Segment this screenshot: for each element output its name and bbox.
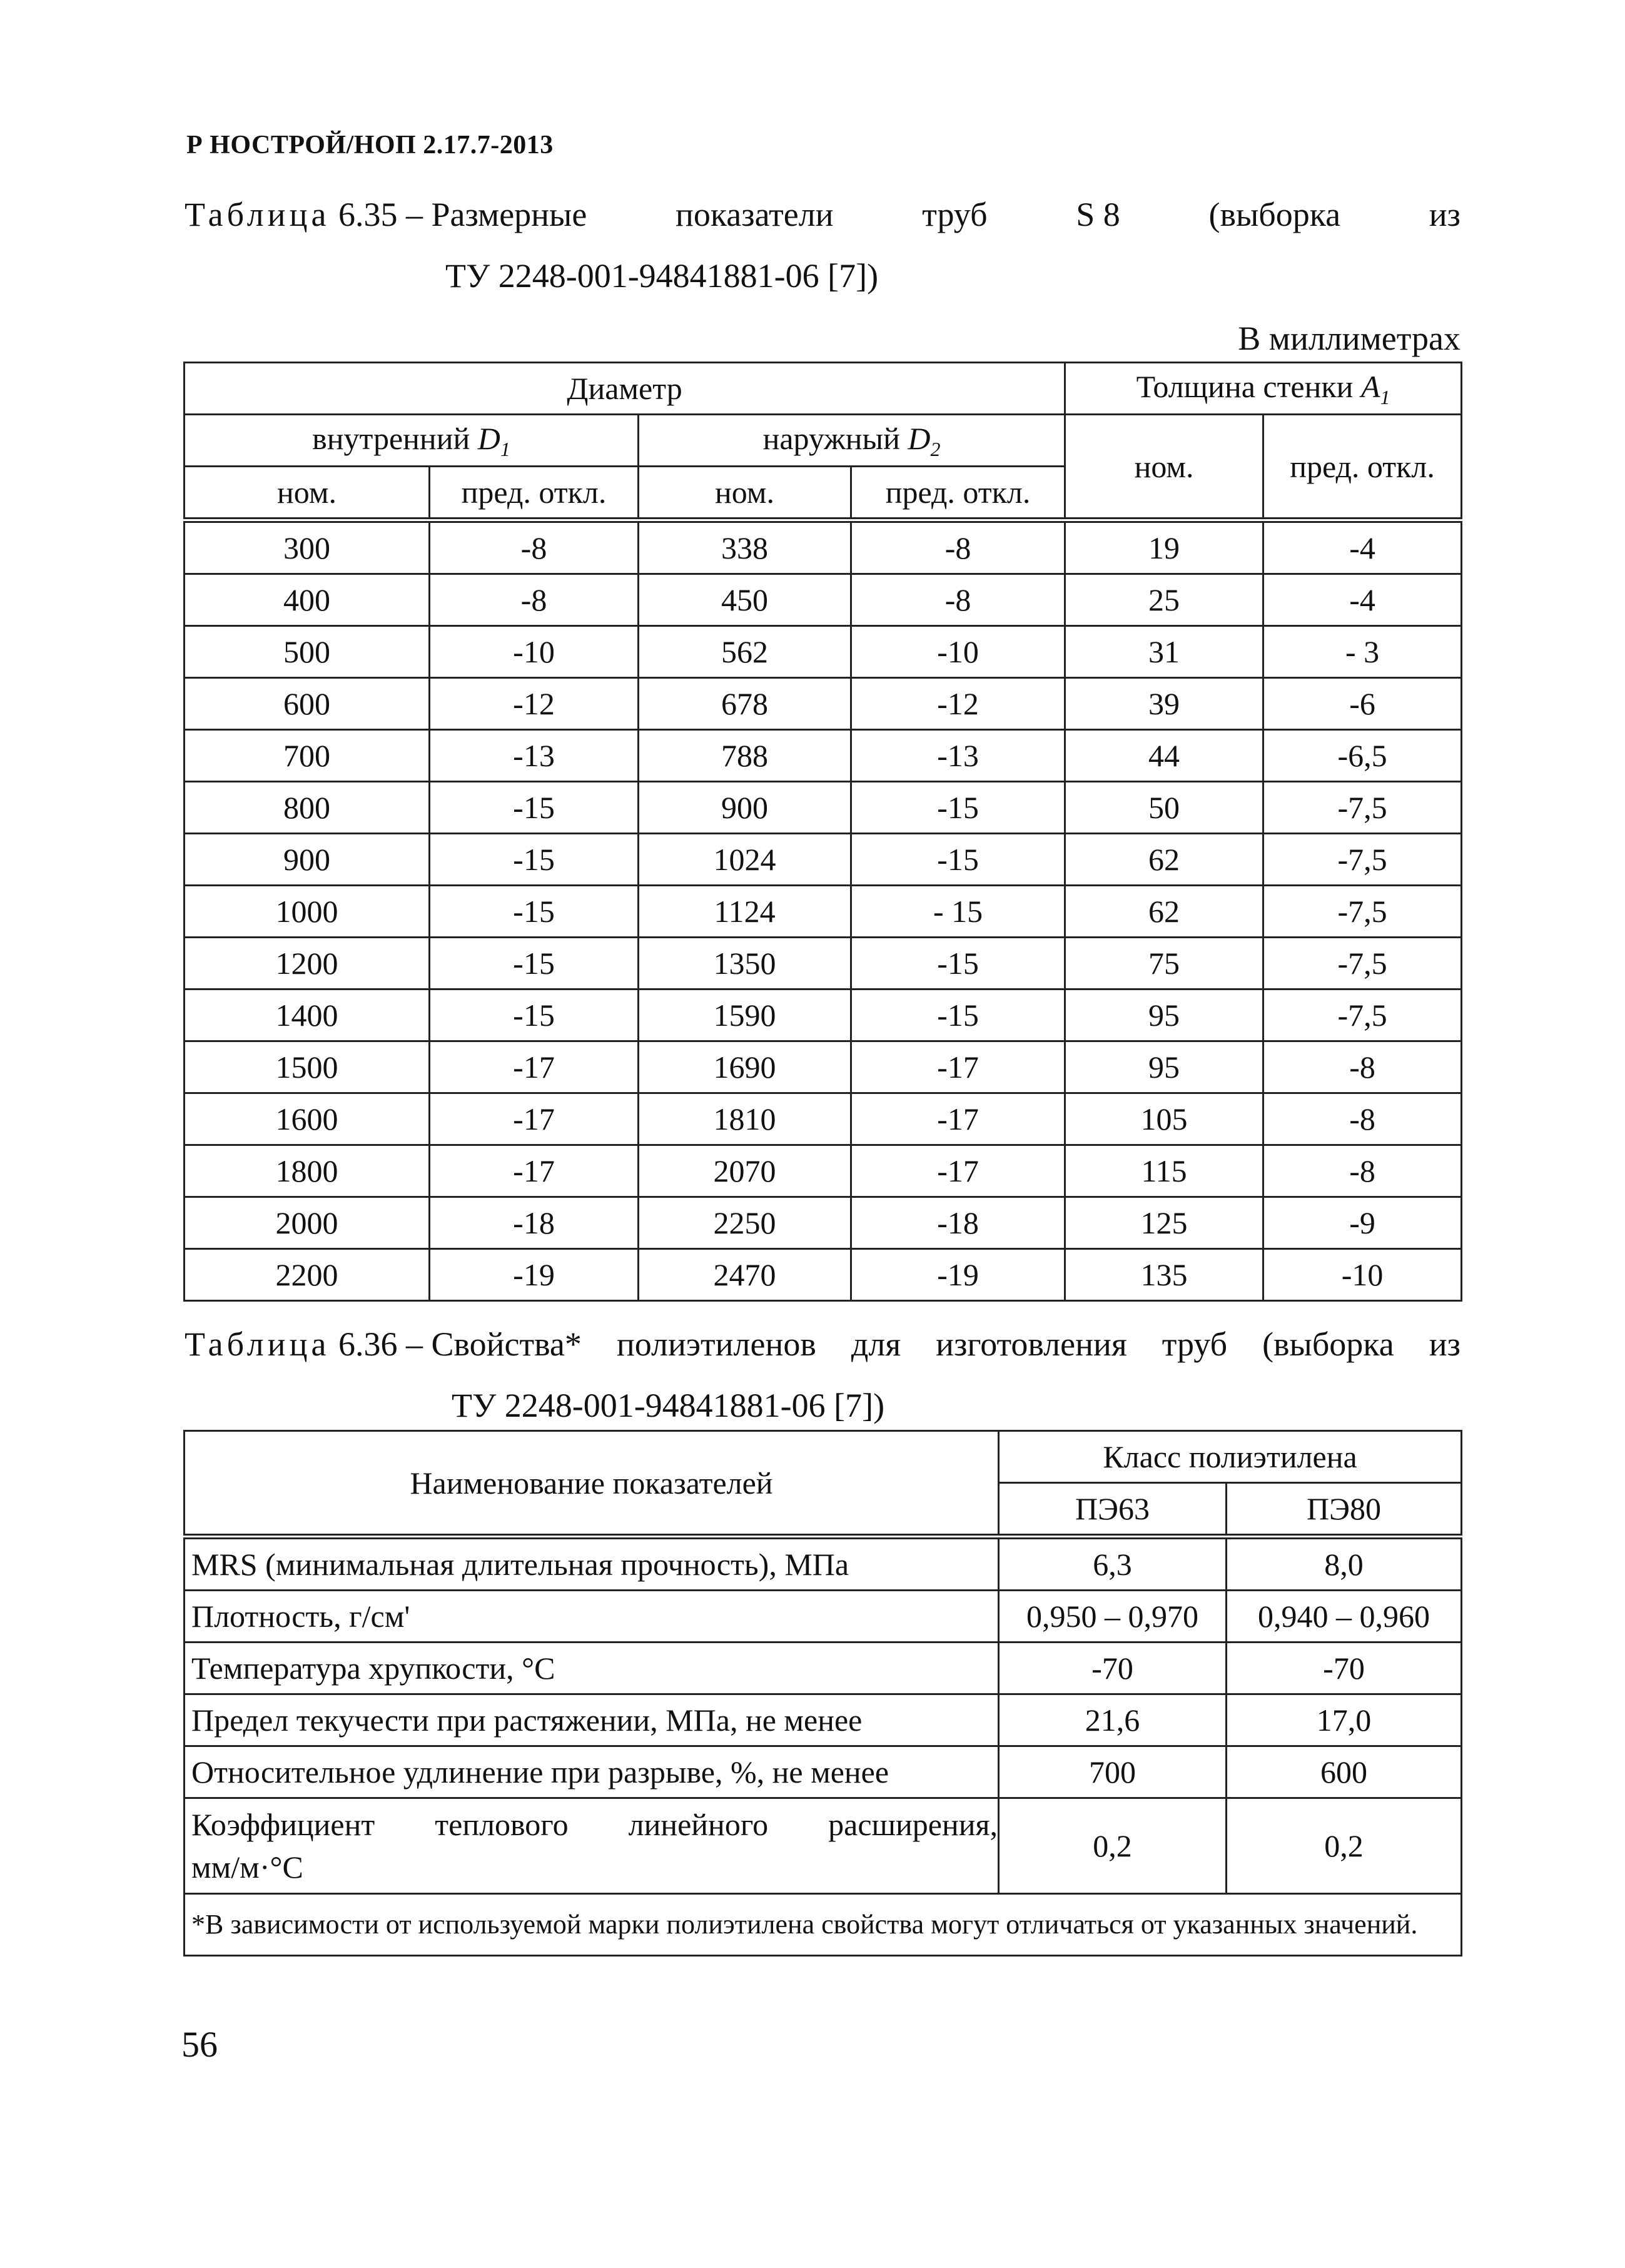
wall-tol-cell: -7,5 <box>1263 886 1462 938</box>
pe80-value: 0,2 <box>1227 1798 1462 1894</box>
wall-nom-cell: 115 <box>1065 1145 1263 1197</box>
table-row <box>185 886 1462 938</box>
outer-nom-cell: 788 <box>639 730 851 782</box>
document-header: Р НОСТРОЙ/НОП 2.17.7-2013 <box>186 131 554 159</box>
diameter-header: Диаметр <box>185 363 1065 415</box>
table-row-name <box>185 1798 999 1894</box>
wall-tol-cell: -7,5 <box>1263 990 1462 1041</box>
inner-nom-cell: 600 <box>185 678 430 730</box>
wall-tol-header: пред. откл. <box>1263 415 1462 520</box>
inner-tol-cell: -17 <box>430 1041 639 1093</box>
table-row <box>185 1197 1462 1249</box>
outer-nom-cell: 1590 <box>639 990 851 1041</box>
inner-tol-cell: -18 <box>430 1197 639 1249</box>
caption-word: (выборка <box>1208 196 1341 233</box>
wall-nom-cell: 125 <box>1065 1197 1263 1249</box>
caption-word: для <box>851 1325 901 1363</box>
wall-nom-cell: 105 <box>1065 1093 1263 1145</box>
wall-nom-cell: 95 <box>1065 1041 1263 1093</box>
caption-word: показатели <box>675 196 834 233</box>
pe80-value: 600 <box>1227 1746 1462 1798</box>
inner-tol-cell: -15 <box>430 834 639 886</box>
caption-word: изготовления <box>936 1325 1127 1363</box>
table2-caption-label: Таблица 6.36 – Свойства* <box>185 1325 582 1363</box>
table-row <box>185 1093 1462 1145</box>
wall-nom-cell: 75 <box>1065 938 1263 990</box>
page-number: 56 <box>181 2024 218 2065</box>
property-name: MRS (минимальная длительная прочность), МПа <box>185 1537 999 1591</box>
wall-nom-cell: 62 <box>1065 834 1263 886</box>
outer-nom-cell: 2470 <box>639 1249 851 1301</box>
wall-nom-cell: 95 <box>1065 990 1263 1041</box>
wall-tol-cell: -8 <box>1263 1093 1462 1145</box>
inner-tol-cell: -17 <box>430 1093 639 1145</box>
property-name-line: Коэффициент теплового линейного расширения, <box>191 1807 998 1842</box>
wall-tol-cell: -9 <box>1263 1197 1462 1249</box>
pipe-dimensions-table <box>183 362 1462 1302</box>
table-row <box>185 1746 1462 1798</box>
table1-caption <box>185 195 1460 234</box>
wall-tol-cell: -4 <box>1263 520 1462 574</box>
inner-nom-cell: 2200 <box>185 1249 430 1301</box>
outer-tol-cell: -8 <box>851 574 1065 626</box>
inner-nom-cell: 400 <box>185 574 430 626</box>
outer-nom-cell: 900 <box>639 782 851 834</box>
wall-tol-cell: -10 <box>1263 1249 1462 1301</box>
caption-word: из <box>1429 196 1460 233</box>
pe80-value: 8,0 <box>1227 1537 1462 1591</box>
outer-tol-cell: -17 <box>851 1093 1065 1145</box>
inner-tol-header: пред. откл. <box>430 467 639 520</box>
inner-tol-cell: -13 <box>430 730 639 782</box>
pe63-value: -70 <box>999 1643 1227 1694</box>
outer-nom-cell: 2250 <box>639 1197 851 1249</box>
outer-tol-cell: -8 <box>851 520 1065 574</box>
inner-nom-cell: 2000 <box>185 1197 430 1249</box>
pe63-value: 6,3 <box>999 1537 1227 1591</box>
pe80-value: 17,0 <box>1227 1694 1462 1746</box>
outer-tol-cell: -17 <box>851 1145 1065 1197</box>
outer-nom-cell: 2070 <box>639 1145 851 1197</box>
wall-thickness-header: Толщина стенки $A_1$ <box>1065 363 1462 415</box>
outer-nom-cell: 338 <box>639 520 851 574</box>
outer-nom-cell: 450 <box>639 574 851 626</box>
caption-word: полиэтиленов <box>616 1325 816 1363</box>
pe63-header: ПЭ63 <box>999 1483 1227 1537</box>
inner-nom-cell: 500 <box>185 626 430 678</box>
property-name-line: мм/м·°С <box>191 1850 303 1885</box>
property-name: Предел текучести при растяжении, МПа, не менее <box>185 1694 999 1746</box>
property-name-header: Наименование показателей <box>185 1431 999 1537</box>
inner-nom-cell: 800 <box>185 782 430 834</box>
pe63-value: 0,2 <box>999 1798 1227 1894</box>
inner-diameter-header: внутренний $D_1$ <box>185 415 639 467</box>
outer-tol-cell: -10 <box>851 626 1065 678</box>
inner-nom-cell: 1800 <box>185 1145 430 1197</box>
outer-tol-cell: - 15 <box>851 886 1065 938</box>
outer-nom-cell: 678 <box>639 678 851 730</box>
table-row <box>185 1537 1462 1591</box>
caption-word: труб <box>1162 1325 1228 1363</box>
property-name: Относительное удлинение при разрыве, %, не менее <box>185 1746 999 1798</box>
table-row <box>185 1145 1462 1197</box>
pe63-value: 0,950 – 0,970 <box>999 1591 1227 1643</box>
wall-nom-cell: 39 <box>1065 678 1263 730</box>
outer-tol-cell: -13 <box>851 730 1065 782</box>
pe-class-header: Класс полиэтилена <box>999 1431 1462 1483</box>
table-row <box>185 1249 1462 1301</box>
table-row <box>185 1694 1462 1746</box>
table-row <box>185 520 1462 574</box>
footnote: *В зависимости от используемой марки полиэтилена свойства могут отличаться от указанных значений. <box>185 1894 1462 1956</box>
outer-nom-cell: 562 <box>639 626 851 678</box>
inner-tol-cell: -12 <box>430 678 639 730</box>
outer-nom-header: ном. <box>639 467 851 520</box>
inner-tol-cell: -15 <box>430 938 639 990</box>
wall-nom-cell: 44 <box>1065 730 1263 782</box>
inner-tol-cell: -15 <box>430 886 639 938</box>
inner-nom-cell: 1500 <box>185 1041 430 1093</box>
outer-diameter-header: наружный $D_2$ <box>639 415 1065 467</box>
wall-tol-cell: -6 <box>1263 678 1462 730</box>
inner-tol-cell: -8 <box>430 574 639 626</box>
outer-tol-cell: -17 <box>851 1041 1065 1093</box>
pe63-value: 700 <box>999 1746 1227 1798</box>
units-label: В миллиметрах <box>1238 320 1460 357</box>
inner-nom-cell: 700 <box>185 730 430 782</box>
table1-caption-line2: ТУ 2248-001-94841881-06 [7]) <box>445 257 879 295</box>
outer-tol-cell: -15 <box>851 782 1065 834</box>
table-row <box>185 782 1462 834</box>
table-row <box>185 678 1462 730</box>
inner-tol-cell: -17 <box>430 1145 639 1197</box>
table-row <box>185 990 1462 1041</box>
pe80-value: 0,940 – 0,960 <box>1227 1591 1462 1643</box>
table-row <box>185 574 1462 626</box>
wall-nom-cell: 25 <box>1065 574 1263 626</box>
caption-word: труб <box>922 196 988 233</box>
table2-caption <box>185 1325 1460 1364</box>
inner-nom-cell: 1200 <box>185 938 430 990</box>
inner-tol-cell: -19 <box>430 1249 639 1301</box>
pe80-header: ПЭ80 <box>1227 1483 1462 1537</box>
inner-nom-header: ном. <box>185 467 430 520</box>
wall-tol-cell: - 3 <box>1263 626 1462 678</box>
inner-nom-cell: 300 <box>185 520 430 574</box>
table2-caption-line2: ТУ 2248-001-94841881-06 [7]) <box>452 1387 885 1424</box>
wall-tol-cell: -8 <box>1263 1145 1462 1197</box>
table-row <box>185 626 1462 678</box>
outer-tol-cell: -18 <box>851 1197 1065 1249</box>
wall-nom-cell: 62 <box>1065 886 1263 938</box>
caption-word: из <box>1429 1325 1460 1363</box>
outer-nom-cell: 1024 <box>639 834 851 886</box>
table-row <box>185 1643 1462 1694</box>
table-row <box>185 938 1462 990</box>
pe80-value: -70 <box>1227 1643 1462 1694</box>
wall-tol-cell: -7,5 <box>1263 782 1462 834</box>
inner-nom-cell: 900 <box>185 834 430 886</box>
wall-nom-cell: 50 <box>1065 782 1263 834</box>
property-name: Температура хрупкости, °С <box>185 1643 999 1694</box>
table-row <box>185 834 1462 886</box>
table1-caption-label: Таблица 6.35 – Размерные <box>185 196 587 233</box>
wall-tol-cell: -8 <box>1263 1041 1462 1093</box>
outer-nom-cell: 1124 <box>639 886 851 938</box>
wall-nom-cell: 135 <box>1065 1249 1263 1301</box>
inner-tol-cell: -15 <box>430 990 639 1041</box>
wall-nom-cell: 31 <box>1065 626 1263 678</box>
wall-tol-cell: -6,5 <box>1263 730 1462 782</box>
table-row <box>185 1041 1462 1093</box>
wall-nom-header: ном. <box>1065 415 1263 520</box>
caption-word: (выборка <box>1262 1325 1394 1363</box>
table-row <box>185 730 1462 782</box>
property-name: Плотность, г/см' <box>185 1591 999 1643</box>
outer-tol-header: пред. откл. <box>851 467 1065 520</box>
outer-tol-cell: -19 <box>851 1249 1065 1301</box>
inner-nom-cell: 1600 <box>185 1093 430 1145</box>
outer-tol-cell: -15 <box>851 938 1065 990</box>
outer-tol-cell: -15 <box>851 990 1065 1041</box>
inner-tol-cell: -10 <box>430 626 639 678</box>
inner-nom-cell: 1400 <box>185 990 430 1041</box>
pe63-value: 21,6 <box>999 1694 1227 1746</box>
outer-tol-cell: -12 <box>851 678 1065 730</box>
inner-nom-cell: 1000 <box>185 886 430 938</box>
wall-nom-cell: 19 <box>1065 520 1263 574</box>
wall-tol-cell: -4 <box>1263 574 1462 626</box>
table-row <box>185 1591 1462 1643</box>
inner-tol-cell: -8 <box>430 520 639 574</box>
outer-tol-cell: -15 <box>851 834 1065 886</box>
caption-word: S 8 <box>1076 196 1120 233</box>
outer-nom-cell: 1350 <box>639 938 851 990</box>
outer-nom-cell: 1690 <box>639 1041 851 1093</box>
wall-tol-cell: -7,5 <box>1263 834 1462 886</box>
inner-tol-cell: -15 <box>430 782 639 834</box>
wall-tol-cell: -7,5 <box>1263 938 1462 990</box>
outer-nom-cell: 1810 <box>639 1093 851 1145</box>
polyethylene-properties-table <box>183 1430 1462 1957</box>
